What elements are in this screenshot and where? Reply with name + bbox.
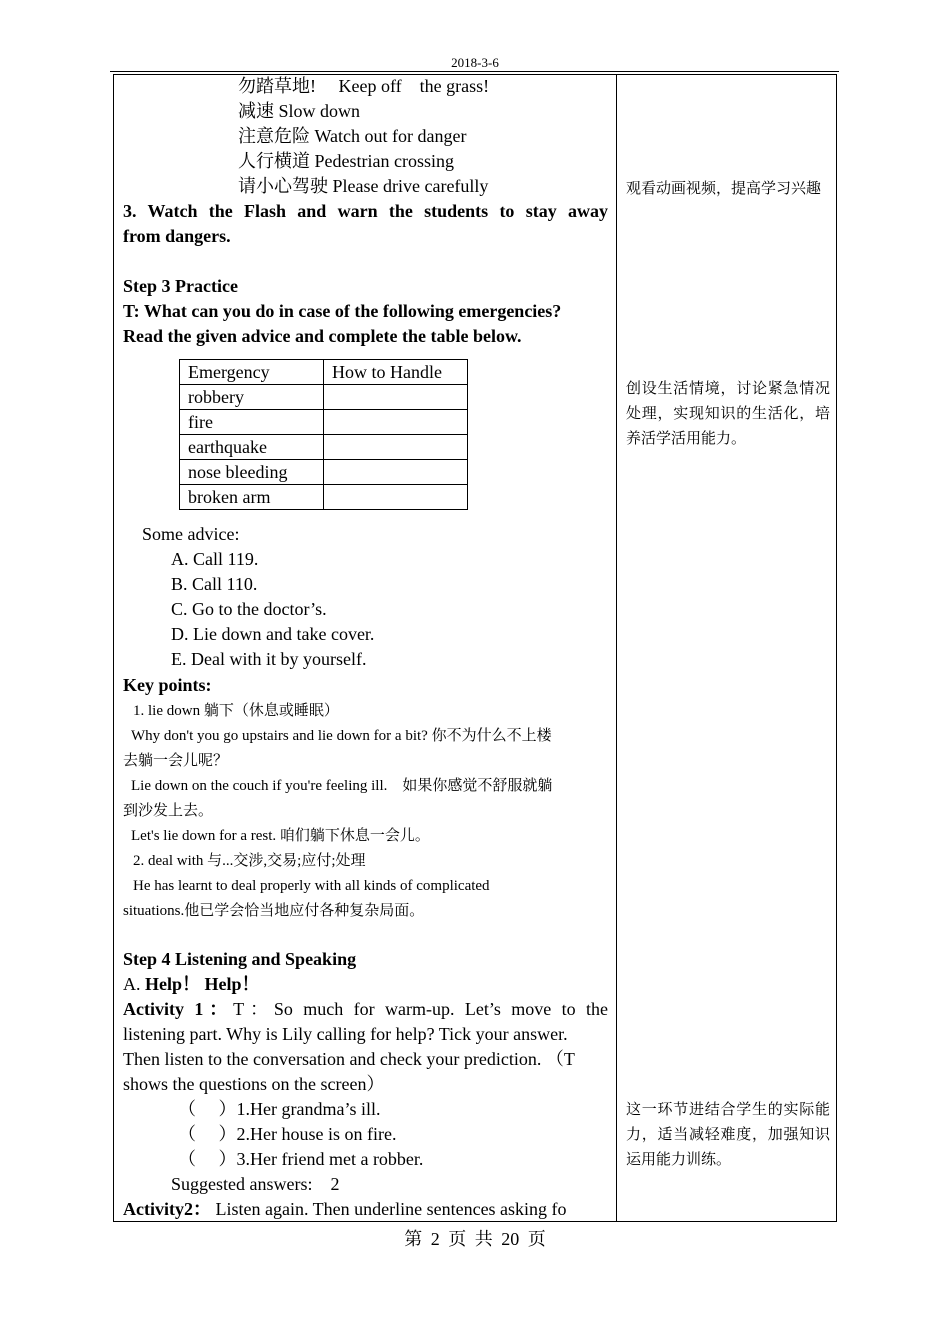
advice-d: D. Lie down and take cover. (171, 624, 375, 644)
sign-keep-off: 勿踏草地! Keep off the grass! (238, 76, 490, 96)
step3-question: T: What can you do in case of the following emergencies? (123, 301, 562, 321)
advice-e: E. Deal with it by yourself. (171, 649, 367, 669)
page-number: 第 2 页 共 20 页 (404, 1229, 546, 1249)
section-a-heading: A. Help！ Help！ (123, 974, 260, 994)
step4-title: Step 4 Listening and Speaking (123, 949, 357, 969)
keypoint-line: 去躺一会儿呢？ (123, 753, 229, 769)
sign-slow-down: 减速 Slow down (238, 101, 361, 121)
keypoint-line: He has learnt to deal properly with all kinds of complicated (133, 878, 490, 894)
table-cell-handle[interactable] (324, 385, 468, 410)
advice-b: B. Call 110. (171, 574, 258, 594)
item3-line2: from dangers. (123, 226, 231, 246)
table-header-row (180, 360, 468, 385)
table-row (180, 385, 468, 410)
table-cell-emergency: broken arm (180, 485, 324, 510)
sign-crossing: 人行横道 Pedestrian crossing (238, 151, 454, 171)
activity1-line2: listening part. Why is Lily calling for help? Tick your answer. (123, 1024, 568, 1044)
keypoint-line: 到沙发上去。 (123, 803, 214, 819)
table-cell-handle[interactable] (324, 410, 468, 435)
sign-danger: 注意危险 Watch out for danger (238, 126, 467, 146)
advice-title: Some advice: (142, 524, 240, 544)
keypoint-line: situations.他已学会恰当地应付各种复杂局面。 (123, 903, 425, 919)
note-practice: 创设生活情境，讨论紧急情况处理，实现知识的生活化，培养活学活用能力。 (626, 381, 830, 447)
keypoint-line: Why don't you go upstairs and lie down for a bit? 你不为什么不上楼 (131, 728, 552, 744)
table-cell-emergency: fire (180, 410, 324, 435)
table-row (180, 460, 468, 485)
choice-2: （ ）2.Her house is on fire. (178, 1124, 397, 1144)
table-cell-handle[interactable] (324, 485, 468, 510)
table-cell-emergency: nose bleeding (180, 460, 324, 485)
table-cell-handle[interactable] (324, 435, 468, 460)
table-cell-emergency: earthquake (180, 435, 324, 460)
column-divider (616, 74, 617, 1222)
note-flash: 观看动画视频，提高学习兴趣 (626, 181, 822, 197)
item3-line1: 3. Watch the Flash and warn the students to stay away (123, 201, 608, 221)
keypoint-line: 1. lie down 躺下（休息或睡眠） (133, 703, 339, 719)
table-row (180, 485, 468, 510)
keypoint-line: Let's lie down for a rest. 咱们躺下休息一会儿。 (131, 828, 430, 844)
keypoint-line: 2. deal with 与...交涉,交易;应付;处理 (133, 853, 366, 869)
header-rule (110, 71, 839, 72)
table-header-emergency: Emergency (180, 360, 324, 385)
suggested-answers: Suggested answers: 2 (171, 1174, 340, 1194)
advice-c: C. Go to the doctor’s. (171, 599, 327, 619)
keypoint-line: Lie down on the couch if you're feeling ill. 如果你感觉不舒服就躺 (131, 778, 553, 794)
header-date: 2018-3-6 (451, 55, 499, 70)
activity1-line4: shows the questions on the screen） (123, 1074, 385, 1094)
advice-a: A. Call 119. (171, 549, 259, 569)
table-header-handle: How to Handle (324, 360, 468, 385)
keypoints-title: Key points: (123, 675, 212, 695)
sign-drive-carefully: 请小心驾驶 Please drive carefully (238, 176, 489, 196)
note-listening: 这一环节进结合学生的实际能力，适当减轻难度，加强知识运用能力训练。 (626, 1102, 830, 1168)
table-row (180, 410, 468, 435)
activity2-line: Activity2： Listen again. Then underline sentences asking fo (123, 1199, 567, 1219)
step3-instruction: Read the given advice and complete the table below. (123, 326, 522, 346)
table-cell-emergency: robbery (180, 385, 324, 410)
activity1-line1: Activity 1：T：So much for warm-up. Let’s move to the (123, 999, 608, 1019)
choice-3: （ ）3.Her friend met a robber. (178, 1149, 424, 1169)
activity1-line3: Then listen to the conversation and check your prediction. （T (123, 1049, 575, 1069)
step3-title: Step 3 Practice (123, 276, 238, 296)
choice-1: （ ）1.Her grandma’s ill. (178, 1099, 381, 1119)
emergency-table (179, 359, 468, 510)
table-row (180, 435, 468, 460)
table-cell-handle[interactable] (324, 460, 468, 485)
